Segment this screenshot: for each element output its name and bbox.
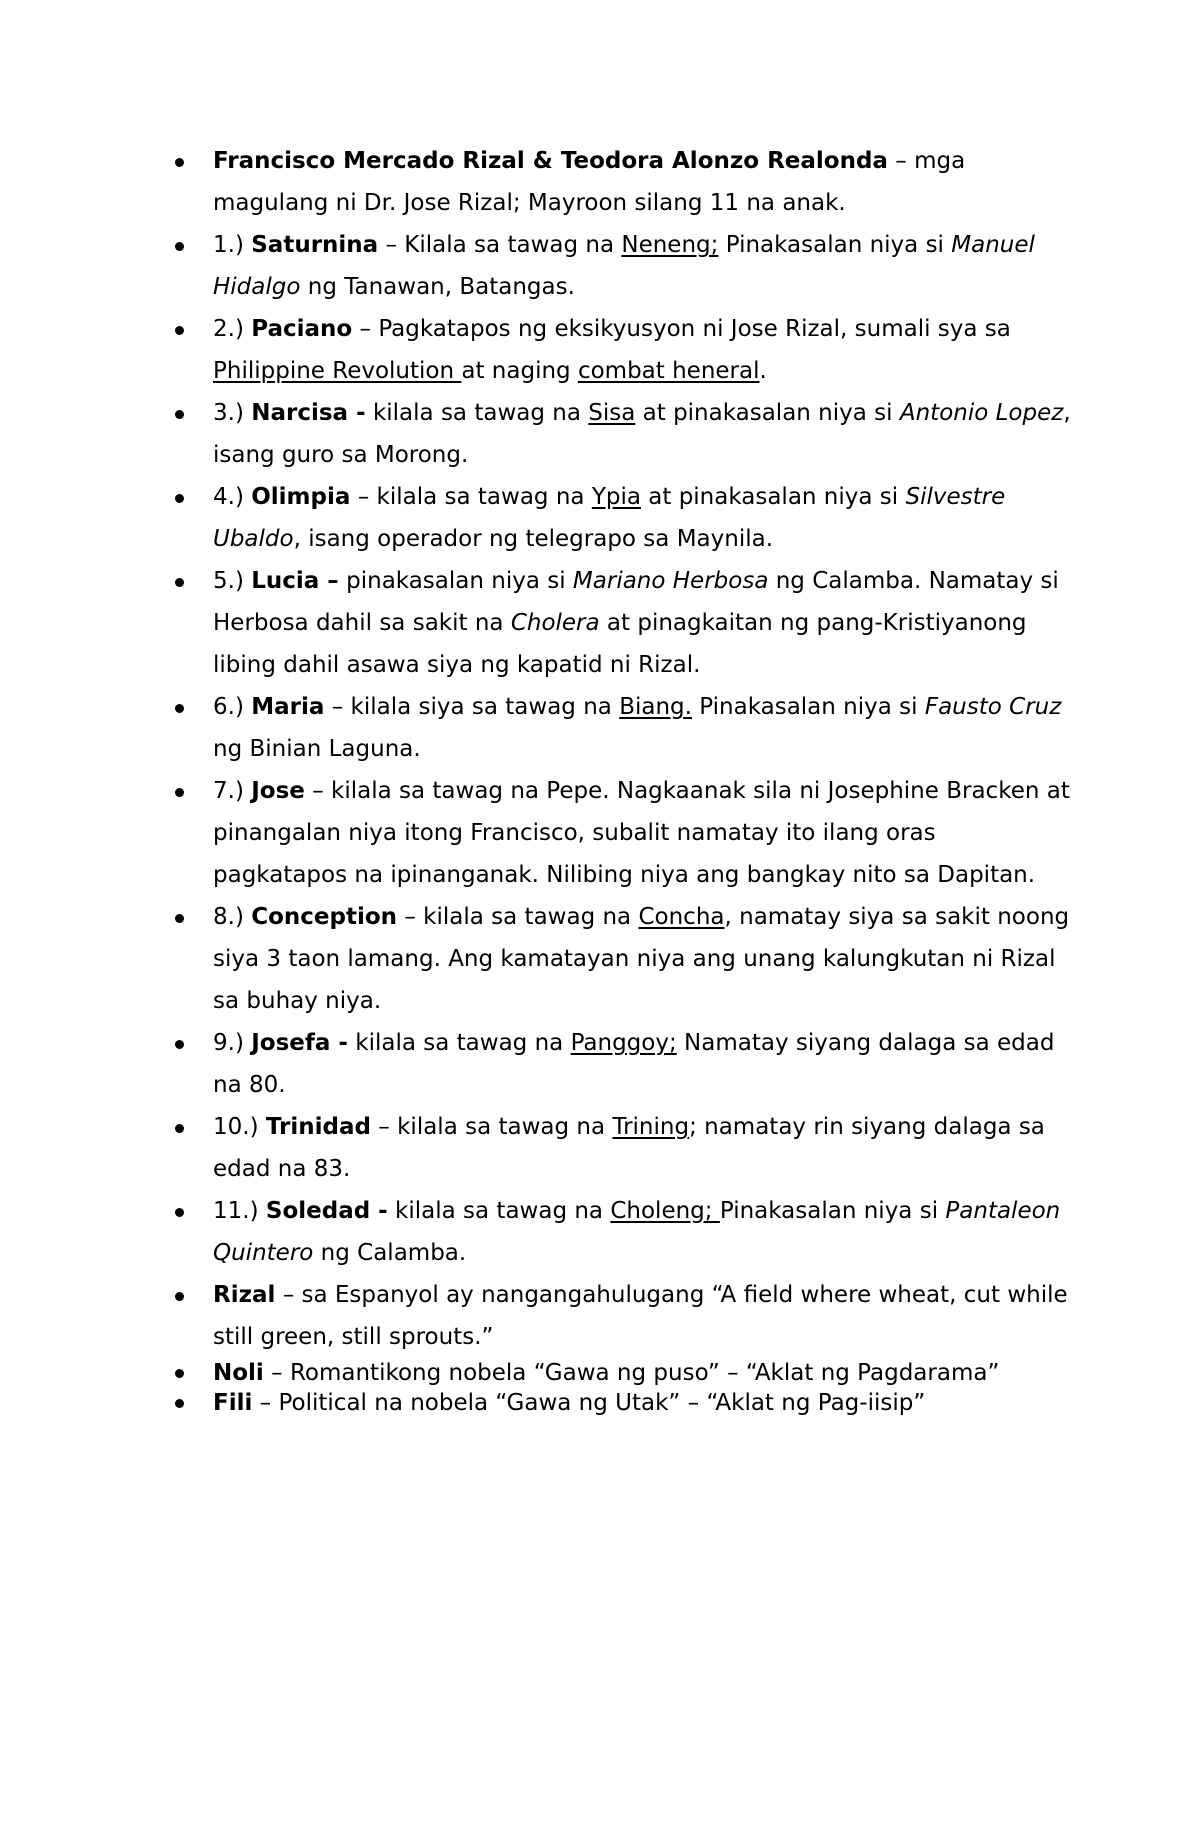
text-segment: Jose [251, 778, 305, 804]
list-item-text [213, 232, 1035, 300]
text-segment: – mga magulang ni Dr. Jose Rizal; Mayroon silang 11 na anak. [213, 148, 966, 216]
text-segment: Rizal [213, 1282, 276, 1308]
text-segment: Conception [251, 904, 398, 930]
bullet-icon [175, 704, 184, 713]
text-segment: . [759, 358, 767, 384]
text-segment: Paciano [251, 316, 353, 342]
list-item [171, 896, 1071, 1022]
text-segment: Cholera [510, 610, 600, 636]
text-segment: Neneng; [621, 232, 719, 258]
text-segment: at naging [461, 358, 578, 384]
text-segment: ; namatay rin siyang dalaga sa edad na 83. [213, 1114, 1045, 1182]
text-segment: Concha [638, 904, 725, 930]
list-item-text [213, 484, 1005, 552]
list-item [171, 1274, 1071, 1358]
text-segment: Trinidad [265, 1114, 371, 1140]
text-segment: Silvestre Ubaldo [213, 484, 1006, 552]
text-segment: Saturnina [251, 232, 379, 258]
text-segment: 5.) [213, 568, 252, 594]
bullet-icon [175, 1040, 184, 1049]
list-item-text [213, 904, 1069, 1014]
text-segment: – kilala sa tawag na [397, 904, 639, 930]
list-item [171, 308, 1071, 392]
text-segment: ng Calamba. Namatay si Herbosa dahil sa sakit na [213, 568, 1059, 636]
list-item [171, 1106, 1071, 1190]
text-segment: – kilala sa tawag na Pepe. Nagkaanak sila ni Josephine Bracken at pinangalan niya itong Francisco, subalit namatay ito ilang oras pagkatapos na ipinanganak. Nilibing niya ang bangkay nito sa Dapitan. [213, 778, 1070, 888]
text-segment: kilala sa tawag na [387, 1198, 611, 1224]
text-segment: – kilala sa tawag na [370, 1114, 613, 1140]
text-segment: 8.) [213, 904, 252, 930]
bullet-icon [175, 410, 184, 419]
list-item [171, 224, 1071, 308]
text-segment: – sa Espanyol ay nangangahulugang “A field where wheat, cut while still green, still sprouts.” [213, 1282, 1068, 1350]
text-segment: kilala sa tawag na [347, 1030, 571, 1056]
text-segment: Maria [251, 694, 325, 720]
list-item-text [213, 400, 1071, 468]
text-segment: Josefa - [251, 1030, 348, 1056]
text-segment: Biang. [619, 694, 692, 720]
text-segment: pinakasalan niya si [338, 568, 573, 594]
list-item-text [213, 568, 1059, 678]
text-segment: – Kilala sa tawag na [378, 232, 622, 258]
text-segment: Fausto Cruz [924, 694, 1062, 720]
list-item-text [213, 148, 965, 216]
bullet-icon [175, 1399, 184, 1408]
list-item [171, 140, 1071, 224]
text-segment: – Political na nobela “Gawa ng Utak” – “Aklat ng Pag-iisip” [252, 1390, 926, 1416]
text-segment: 11.) [213, 1198, 266, 1224]
list-item-text [213, 1114, 1045, 1182]
text-segment: Mariano Herbosa [572, 568, 769, 594]
text-segment: kilala sa tawag na [365, 400, 589, 426]
text-segment: Fili [213, 1390, 253, 1416]
text-segment: at pinakasalan niya si [640, 484, 906, 510]
bullet-icon [175, 158, 184, 167]
text-segment: Pinakasalan niya si [691, 694, 925, 720]
text-segment: Sisa [588, 400, 636, 426]
bullet-icon [175, 242, 184, 251]
text-segment: Trining [612, 1114, 690, 1140]
list-item [171, 560, 1071, 686]
text-segment: Antonio Lopez [899, 400, 1064, 426]
list-item [171, 392, 1071, 476]
text-segment: combat heneral [577, 358, 760, 384]
list-item-text [213, 1198, 1060, 1266]
bullet-icon [175, 494, 184, 503]
text-segment: Olimpia [251, 484, 351, 510]
text-segment: – kilala siya sa tawag na [324, 694, 620, 720]
text-segment: Panggoy; [570, 1030, 677, 1056]
text-segment: 3.) [213, 400, 252, 426]
text-segment: at pinakasalan niya si [635, 400, 900, 426]
text-segment: at pinagkaitan ng pang-Kristiyanong libing dahil asawa siya ng kapatid ni Rizal. [213, 610, 1027, 678]
list-item-text [213, 1282, 1068, 1350]
text-segment: 6.) [213, 694, 252, 720]
text-segment: 9.) [213, 1030, 252, 1056]
text-segment: , isang guro sa Morong. [213, 400, 1071, 468]
text-segment: ng Tanawan, Batangas. [300, 274, 575, 300]
text-segment: 10.) [213, 1114, 266, 1140]
bullet-icon [175, 578, 184, 587]
text-segment: Manuel Hidalgo [213, 232, 1035, 300]
list-item [171, 686, 1071, 770]
list-item-text [213, 694, 1061, 762]
list-item [171, 1358, 1071, 1388]
text-segment: 4.) [213, 484, 252, 510]
list-item [171, 1190, 1071, 1274]
text-segment: , isang operador ng telegrapo sa Maynila. [293, 526, 774, 552]
text-segment: 7.) [213, 778, 252, 804]
text-segment: , namatay siya sa sakit noong siya 3 taon lamang. Ang kamatayan niya ang unang kalungkutan ni Rizal sa buhay niya. [213, 904, 1070, 1014]
list-item-text [213, 1360, 999, 1386]
text-segment: Namatay siyang dalaga sa edad na 80. [213, 1030, 1055, 1098]
text-segment: Pinakasalan niya si [719, 1198, 946, 1224]
bullet-icon [175, 914, 184, 923]
text-segment: Choleng; [610, 1198, 720, 1224]
bullet-icon [175, 1369, 184, 1378]
text-segment: Narcisa - [251, 400, 366, 426]
list-item [171, 1388, 1071, 1418]
bullet-icon [175, 326, 184, 335]
text-segment: 2.) [213, 316, 252, 342]
text-segment: Ypia [591, 484, 641, 510]
text-segment: – Romantikong nobela “Gawa ng puso” – “Aklat ng Pagdarama” [263, 1360, 1000, 1386]
bullet-icon [175, 1292, 184, 1301]
list-item [171, 1022, 1071, 1106]
bullet-icon [175, 1124, 184, 1133]
text-segment: Philippine Revolution [213, 358, 462, 384]
list-item-text [213, 1390, 925, 1416]
text-segment: Lucia – [251, 568, 339, 594]
text-segment: Pantaleon Quintero [213, 1198, 1061, 1266]
bullet-icon [175, 788, 184, 797]
text-segment: Francisco Mercado Rizal & Teodora Alonzo Realonda [213, 148, 888, 174]
bullet-icon [175, 1208, 184, 1217]
list-item [171, 770, 1071, 896]
list-item-text [213, 316, 1011, 384]
text-segment: Pinakasalan niya si [718, 232, 952, 258]
text-segment: – kilala sa tawag na [350, 484, 592, 510]
text-segment: Noli [213, 1360, 264, 1386]
list-item-text [213, 778, 1070, 888]
text-segment: 1.) [213, 232, 252, 258]
text-segment: ng Binian Laguna. [213, 736, 421, 762]
bullet-list [171, 140, 1071, 1418]
text-segment: – Pagkatapos ng eksikyusyon ni Jose Rizal, sumali sya sa [352, 316, 1011, 342]
text-segment: Soledad - [265, 1198, 388, 1224]
list-item [171, 476, 1071, 560]
list-item-text [213, 1030, 1054, 1098]
text-segment: ng Calamba. [313, 1240, 467, 1266]
